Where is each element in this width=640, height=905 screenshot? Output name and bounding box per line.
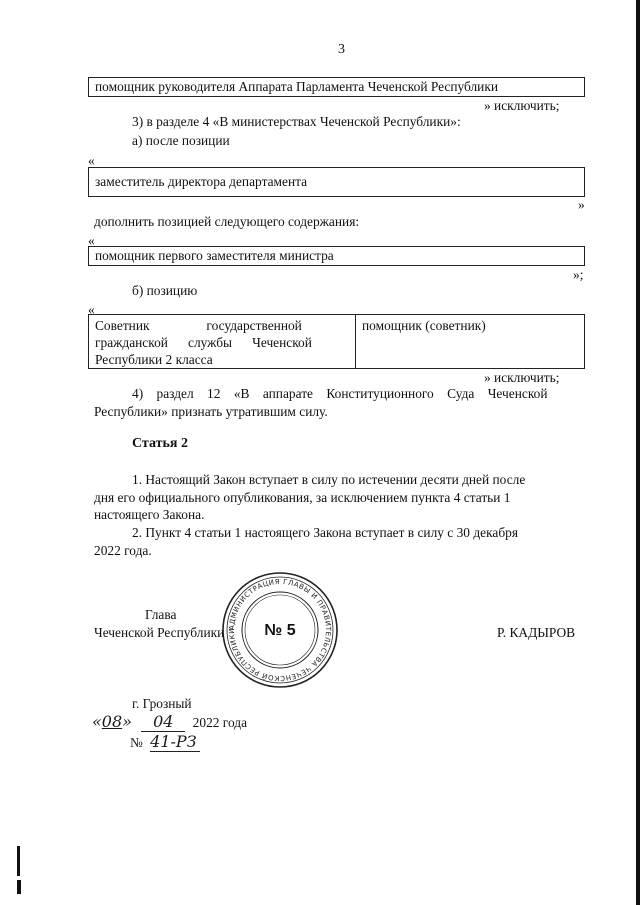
- position-table-2-cell: заместитель директора департамента: [95, 174, 308, 189]
- table-4-right-cell: помощник (советник): [362, 318, 486, 333]
- law-number-prefix: №: [130, 735, 143, 750]
- add-position-text: дополнить позицией следующего содержания:: [94, 214, 360, 229]
- quote-close-semicolon: »;: [573, 267, 584, 282]
- exclude-line-1: » исключить;: [484, 98, 560, 113]
- date-day-close: »: [122, 712, 132, 731]
- signature-title-line-1: Глава: [145, 607, 177, 622]
- date-month: 04: [141, 712, 185, 732]
- law-number-line: [130, 732, 200, 752]
- exclude-line-2: » исключить;: [484, 370, 560, 385]
- quote-close-1: »: [578, 197, 585, 212]
- article-2-p1-line-2: дня его официального опубликования, за исключением пункта 4 статьи 1: [94, 490, 511, 505]
- table-4-left-line-3: Республики 2 класса: [95, 352, 213, 367]
- scan-mark-left-1: [17, 846, 20, 876]
- page-number: 3: [338, 42, 345, 57]
- signature-title-line-2: Чеченской Республики: [94, 625, 225, 640]
- law-number-value: 41-РЗ: [150, 732, 200, 752]
- official-seal: [220, 570, 340, 690]
- item-4-line-1: 4) раздел 12 «В аппарате Конституционного Суда Чеченской: [132, 386, 548, 401]
- item-4-line-2: Республики» признать утратившим силу.: [94, 404, 328, 419]
- position-table-4: [88, 314, 585, 369]
- position-table-3: [88, 246, 585, 266]
- table-4-left-line-1: Советник государственной: [95, 318, 302, 333]
- table-4-left-line-2: гражданской службы Чеченской: [95, 335, 312, 350]
- date-line: [92, 712, 247, 732]
- scan-edge-right: [636, 0, 640, 905]
- quote-open-3: «: [88, 302, 95, 317]
- item-3b: б) позицию: [132, 283, 198, 298]
- item-3a: а) после позиции: [132, 133, 230, 148]
- article-2-p1-line-3: настоящего Закона.: [94, 507, 205, 522]
- signatory-name: Р. КАДЫРОВ: [497, 625, 576, 640]
- article-2-p1-line-1: 1. Настоящий Закон вступает в силу по истечении десяти дней после: [132, 472, 526, 487]
- position-table-1: [88, 77, 585, 97]
- date-day: 08: [101, 712, 123, 731]
- date-day-open: «: [92, 712, 102, 731]
- position-table-3-cell: помощник первого заместителя министра: [95, 248, 334, 263]
- item-3: 3) в разделе 4 «В министерствах Чеченской Республики»:: [132, 114, 461, 129]
- date-year: 2022 года: [192, 715, 248, 730]
- position-table-1-cell: помощник руководителя Аппарата Парламента Чеченской Республики: [95, 79, 499, 94]
- position-table-2: [88, 167, 585, 197]
- seal-number: № 5: [264, 622, 296, 639]
- article-2-p2-line-1: 2. Пункт 4 статьи 1 настоящего Закона вступает в силу с 30 декабря: [132, 525, 518, 540]
- table-4-left-cell: [89, 315, 356, 368]
- quote-open-1: «: [88, 153, 95, 168]
- place-text: г. Грозный: [132, 696, 192, 711]
- quote-open-2: «: [88, 233, 95, 248]
- article-2-title: Статья 2: [132, 436, 188, 451]
- scan-mark-left-2: [17, 880, 21, 894]
- seal-ring-text: АДМИНИСТРАЦИЯ ГЛАВЫ И ПРАВИТЕЛЬСТВА ЧЕЧЕНСКОЙ РЕСПУБЛИКИ: [227, 577, 333, 683]
- article-2-p2-line-2: 2022 года.: [94, 543, 152, 558]
